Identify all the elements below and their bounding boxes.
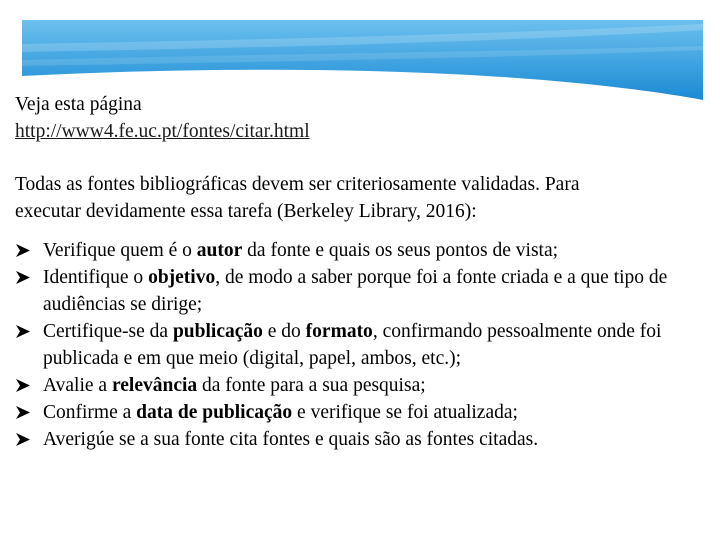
keyword: objetivo xyxy=(148,267,216,288)
intro-line: Veja esta página xyxy=(15,94,142,115)
list-item: Certifique-se da publicação e do formato, confirmando pessoalmente onde foi publicada e em que meio (digital, papel, ambos, etc.); xyxy=(15,318,715,372)
keyword: autor xyxy=(196,240,243,261)
arrow-bullet-icon xyxy=(15,399,31,420)
list-item: Averigúe se a sua fonte cita fontes e quais são as fontes citadas. xyxy=(15,426,715,453)
list-item: Verifique quem é o autor da fonte e quais os seus pontos de vista; xyxy=(15,237,715,264)
paragraph-line-1: Todas as fontes bibliográficas devem ser criteriosamente validadas. Para xyxy=(15,174,580,195)
arrow-bullet-icon xyxy=(15,372,31,393)
citation-link[interactable]: http://www4.fe.uc.pt/fontes/citar.html xyxy=(15,121,310,142)
arrow-bullet-icon xyxy=(15,237,31,258)
keyword: publicação xyxy=(172,321,263,342)
keyword: data de publicação xyxy=(136,402,293,423)
arrow-bullet-icon xyxy=(15,264,31,285)
intro-text xyxy=(15,91,715,145)
keyword: relevância xyxy=(111,375,198,396)
arrow-bullet-icon xyxy=(15,318,31,339)
list-item: Confirme a data de publicação e verifique se foi atualizada; xyxy=(15,399,715,426)
list-item: Identifique o objetivo, de modo a saber porque foi a fonte criada e a que tipo de audiências se dirige; xyxy=(15,264,715,318)
list-item: Avalie a relevância da fonte para a sua pesquisa; xyxy=(15,372,715,399)
checklist xyxy=(15,237,715,453)
keyword: formato xyxy=(305,321,373,342)
header-banner xyxy=(0,0,720,100)
paragraph xyxy=(15,171,715,225)
paragraph-line-2: executar devidamente essa tarefa (Berkeley Library, 2016): xyxy=(15,201,477,222)
slide-content xyxy=(15,91,715,453)
arrow-bullet-icon xyxy=(15,426,31,447)
